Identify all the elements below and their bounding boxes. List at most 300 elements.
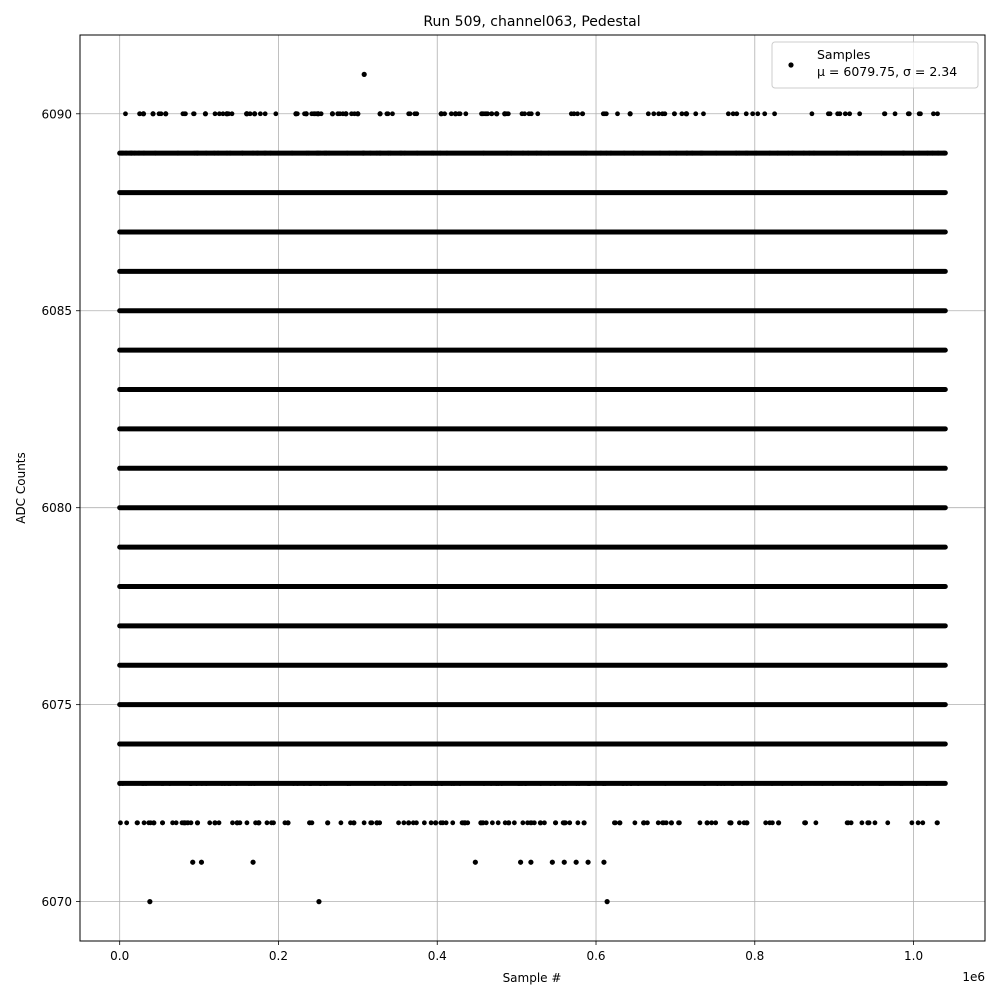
sample-point xyxy=(696,742,701,747)
sample-point xyxy=(701,111,706,116)
sample-point xyxy=(679,111,684,116)
sample-point xyxy=(896,742,901,747)
sample-point xyxy=(563,820,568,825)
sample-point xyxy=(345,151,350,156)
sample-point xyxy=(526,151,531,156)
sample-point xyxy=(459,742,464,747)
sample-point xyxy=(330,111,335,116)
x-tick-label: 1.0 xyxy=(904,949,924,963)
sample-point xyxy=(567,820,572,825)
sample-point xyxy=(915,742,920,747)
sample-point xyxy=(225,151,230,156)
sample-point xyxy=(137,151,142,156)
sample-point xyxy=(920,820,925,825)
sample-point xyxy=(835,151,840,156)
sample-point xyxy=(835,111,840,116)
sample-point xyxy=(429,781,434,786)
sample-point xyxy=(856,781,861,786)
sample-point xyxy=(302,781,307,786)
sample-point xyxy=(820,781,825,786)
sample-point xyxy=(489,111,494,116)
sample-point xyxy=(496,820,501,825)
sample-point xyxy=(164,742,169,747)
sample-point xyxy=(161,781,166,786)
sample-point xyxy=(538,781,543,786)
sample-point xyxy=(269,820,274,825)
sample-point xyxy=(497,742,502,747)
sample-point xyxy=(247,781,252,786)
sample-point xyxy=(473,860,478,865)
sample-point xyxy=(532,820,537,825)
sample-point xyxy=(562,860,567,865)
sample-point xyxy=(412,742,417,747)
sample-point xyxy=(239,742,244,747)
sample-point xyxy=(750,742,755,747)
sample-point xyxy=(203,742,208,747)
sample-point xyxy=(366,742,371,747)
sample-point xyxy=(624,781,629,786)
sample-point xyxy=(489,781,494,786)
sample-point xyxy=(435,781,440,786)
sample-point xyxy=(388,742,393,747)
sample-point xyxy=(893,111,898,116)
sample-point xyxy=(542,820,547,825)
sample-point xyxy=(120,781,125,786)
sample-point xyxy=(667,151,672,156)
sample-point xyxy=(210,742,215,747)
sample-point xyxy=(924,781,929,786)
sample-point xyxy=(715,781,720,786)
y-axis-label: ADC Counts xyxy=(14,452,28,524)
sample-point xyxy=(898,781,903,786)
sample-point xyxy=(535,111,540,116)
legend-annotation: μ = 6079.75, σ = 2.34 xyxy=(817,64,958,79)
sample-point xyxy=(316,899,321,904)
sample-point xyxy=(917,151,922,156)
sample-point xyxy=(384,111,389,116)
sample-point xyxy=(258,742,263,747)
sample-point xyxy=(401,820,406,825)
sample-point xyxy=(406,111,411,116)
sample-point xyxy=(546,151,551,156)
sample-point xyxy=(831,781,836,786)
sample-point xyxy=(853,742,858,747)
sample-point xyxy=(902,151,907,156)
sample-point xyxy=(129,151,134,156)
sample-point xyxy=(390,111,395,116)
sample-point xyxy=(734,151,739,156)
sample-point xyxy=(325,820,330,825)
sample-point xyxy=(792,742,797,747)
sample-point xyxy=(458,111,463,116)
sample-point xyxy=(539,151,544,156)
sample-point xyxy=(147,899,152,904)
sample-point xyxy=(575,111,580,116)
sample-point xyxy=(883,111,888,116)
sample-point xyxy=(925,151,930,156)
sample-point xyxy=(818,742,823,747)
sample-point xyxy=(196,151,201,156)
sample-point xyxy=(750,111,755,116)
sample-point xyxy=(544,742,549,747)
sample-point xyxy=(617,820,622,825)
sample-point xyxy=(685,151,690,156)
sample-point xyxy=(429,820,434,825)
sample-point xyxy=(728,820,733,825)
sample-point xyxy=(698,151,703,156)
sample-point xyxy=(629,781,634,786)
sample-point xyxy=(631,151,636,156)
sample-point xyxy=(935,820,940,825)
sample-point xyxy=(911,781,916,786)
sample-point xyxy=(577,781,582,786)
sample-point xyxy=(867,820,872,825)
sample-point xyxy=(780,781,785,786)
sample-point xyxy=(349,111,354,116)
sample-point xyxy=(843,111,848,116)
sample-point xyxy=(124,151,129,156)
sample-point xyxy=(240,151,245,156)
x-axis-label: Sample # xyxy=(502,971,562,985)
sample-point xyxy=(931,111,936,116)
sample-point xyxy=(150,111,155,116)
sample-point xyxy=(917,111,922,116)
sample-point xyxy=(117,742,122,747)
sample-point xyxy=(406,820,411,825)
sample-point xyxy=(553,742,558,747)
sample-point xyxy=(605,899,610,904)
sample-point xyxy=(810,111,815,116)
x-tick-label: 0.0 xyxy=(110,949,130,963)
sample-point xyxy=(398,151,403,156)
sample-point xyxy=(726,111,731,116)
sample-point xyxy=(812,742,817,747)
sample-point xyxy=(204,151,209,156)
sample-point xyxy=(283,820,288,825)
sample-point xyxy=(646,111,651,116)
sample-point xyxy=(609,742,614,747)
sample-point xyxy=(484,820,489,825)
sample-point xyxy=(575,820,580,825)
sample-point xyxy=(742,820,747,825)
sample-point xyxy=(799,781,804,786)
sample-point xyxy=(273,111,278,116)
sample-point xyxy=(290,151,295,156)
sample-point xyxy=(672,111,677,116)
sample-point xyxy=(163,111,168,116)
sample-point xyxy=(851,781,856,786)
sample-point xyxy=(394,781,399,786)
y-tick-label: 6085 xyxy=(41,304,72,319)
sample-point xyxy=(939,742,944,747)
sample-point xyxy=(207,820,212,825)
sample-point xyxy=(217,820,222,825)
sample-point xyxy=(716,742,721,747)
sample-point xyxy=(137,111,142,116)
sample-point xyxy=(669,820,674,825)
sample-point xyxy=(801,151,806,156)
sample-point xyxy=(512,820,517,825)
sample-point xyxy=(582,820,587,825)
sample-point xyxy=(167,781,172,786)
sample-point xyxy=(622,151,627,156)
sample-point xyxy=(234,781,239,786)
sample-point xyxy=(306,742,311,747)
sample-point xyxy=(193,742,198,747)
sample-point xyxy=(368,151,373,156)
sample-point xyxy=(263,151,268,156)
sample-point xyxy=(705,820,710,825)
sample-point xyxy=(865,742,870,747)
sample-point xyxy=(186,742,191,747)
sample-point xyxy=(482,781,487,786)
sample-point xyxy=(628,111,633,116)
sample-point xyxy=(402,742,407,747)
sample-point xyxy=(320,742,325,747)
sample-point xyxy=(388,151,393,156)
sample-point xyxy=(199,860,204,865)
x-tick-label: 0.2 xyxy=(268,949,289,963)
sample-point xyxy=(846,820,851,825)
sample-point xyxy=(445,151,450,156)
sample-point xyxy=(256,820,261,825)
sample-point xyxy=(402,151,407,156)
sample-point xyxy=(548,781,553,786)
sample-point xyxy=(855,151,860,156)
sample-point xyxy=(612,820,617,825)
sample-point xyxy=(763,820,768,825)
sample-point xyxy=(580,111,585,116)
sample-point xyxy=(632,820,637,825)
sample-point xyxy=(362,72,367,77)
sample-point xyxy=(481,111,486,116)
sample-point xyxy=(767,151,772,156)
sample-point xyxy=(651,111,656,116)
sample-point xyxy=(433,820,438,825)
sample-point xyxy=(528,860,533,865)
sample-point xyxy=(263,111,268,116)
sample-point xyxy=(256,151,261,156)
sample-point xyxy=(245,820,250,825)
sample-point xyxy=(737,742,742,747)
sample-point xyxy=(220,781,225,786)
sample-point xyxy=(348,820,353,825)
sample-point xyxy=(569,111,574,116)
sample-point xyxy=(142,820,147,825)
sample-point xyxy=(195,820,200,825)
sample-point xyxy=(464,742,469,747)
sample-point xyxy=(230,820,235,825)
sample-point xyxy=(872,742,877,747)
sample-point xyxy=(813,820,818,825)
sample-point xyxy=(775,151,780,156)
sample-point xyxy=(180,820,185,825)
sample-point xyxy=(518,860,523,865)
sample-point xyxy=(414,111,419,116)
sample-point xyxy=(688,742,693,747)
x-tick-label: 0.6 xyxy=(586,949,606,963)
sample-point xyxy=(318,781,323,786)
sample-point xyxy=(911,742,916,747)
sample-point xyxy=(520,820,525,825)
sample-point xyxy=(745,151,750,156)
sample-point xyxy=(722,781,727,786)
sample-point xyxy=(471,742,476,747)
sample-point xyxy=(742,742,747,747)
sample-point xyxy=(362,820,367,825)
sample-point xyxy=(590,742,595,747)
sample-point xyxy=(439,781,444,786)
sample-point xyxy=(221,111,226,116)
sample-point xyxy=(142,151,147,156)
sample-point xyxy=(462,820,467,825)
sample-point xyxy=(213,111,218,116)
sample-point xyxy=(656,820,661,825)
y-tick-label: 6080 xyxy=(41,501,72,516)
sample-point xyxy=(713,820,718,825)
sample-point xyxy=(662,111,667,116)
sample-point xyxy=(434,742,439,747)
sample-point xyxy=(369,820,374,825)
sample-point xyxy=(734,111,739,116)
sample-point xyxy=(423,742,428,747)
sample-point xyxy=(238,820,243,825)
sample-point xyxy=(676,820,681,825)
sample-point xyxy=(839,742,844,747)
sample-point xyxy=(609,151,614,156)
sample-point xyxy=(776,820,781,825)
sample-point xyxy=(638,742,643,747)
sample-point xyxy=(886,742,891,747)
sample-point xyxy=(520,781,525,786)
sample-point xyxy=(604,151,609,156)
sample-point xyxy=(936,151,941,156)
sample-point xyxy=(382,781,387,786)
sample-point xyxy=(118,820,123,825)
sample-point xyxy=(909,820,914,825)
sample-point xyxy=(268,151,273,156)
sample-point xyxy=(146,820,151,825)
sample-point xyxy=(176,151,181,156)
sample-point xyxy=(361,151,366,156)
sample-point xyxy=(857,111,862,116)
sample-point xyxy=(458,781,463,786)
sample-point xyxy=(672,742,677,747)
sample-point xyxy=(846,151,851,156)
sample-point xyxy=(352,742,357,747)
sample-point xyxy=(212,151,217,156)
sample-point xyxy=(740,781,745,786)
sample-point xyxy=(414,820,419,825)
sample-point xyxy=(520,111,525,116)
sample-point xyxy=(377,111,382,116)
sample-point xyxy=(345,781,350,786)
sample-point xyxy=(680,742,685,747)
sample-point xyxy=(812,151,817,156)
sample-point xyxy=(487,742,492,747)
sample-point xyxy=(581,151,586,156)
y-tick-label: 6070 xyxy=(41,895,72,910)
sample-point xyxy=(313,111,318,116)
sample-point xyxy=(444,820,449,825)
sample-point xyxy=(258,111,263,116)
sample-point xyxy=(188,781,193,786)
sample-point xyxy=(408,781,413,786)
sample-point xyxy=(807,151,812,156)
sample-point xyxy=(684,111,689,116)
sample-point xyxy=(772,111,777,116)
sample-point xyxy=(141,781,146,786)
sample-point xyxy=(663,781,668,786)
sample-point xyxy=(585,860,590,865)
sample-point xyxy=(141,742,146,747)
sample-point xyxy=(183,111,188,116)
sample-point xyxy=(698,820,703,825)
sample-point xyxy=(496,781,501,786)
sample-point xyxy=(571,742,576,747)
sample-point xyxy=(803,820,808,825)
sample-point xyxy=(157,111,162,116)
sample-point xyxy=(377,151,382,156)
sample-point xyxy=(598,151,603,156)
sample-point xyxy=(754,151,759,156)
sample-point xyxy=(446,742,451,747)
sample-point xyxy=(339,820,344,825)
sample-point xyxy=(252,111,257,116)
sample-point xyxy=(860,820,865,825)
sample-point xyxy=(690,151,695,156)
sample-point xyxy=(693,111,698,116)
sample-point xyxy=(916,820,921,825)
sample-point xyxy=(194,781,199,786)
sample-point xyxy=(833,742,838,747)
sample-point xyxy=(324,151,329,156)
legend-label: Samples xyxy=(817,47,871,62)
sample-point xyxy=(528,742,533,747)
sample-point xyxy=(790,781,795,786)
sample-point xyxy=(674,151,679,156)
legend xyxy=(772,42,978,88)
sample-point xyxy=(199,781,204,786)
sample-point xyxy=(550,860,555,865)
sample-point xyxy=(295,781,300,786)
sample-point xyxy=(602,111,607,116)
sample-point xyxy=(885,820,890,825)
sample-point xyxy=(124,820,129,825)
x-tick-label: 0.8 xyxy=(745,949,765,963)
sample-point xyxy=(728,742,733,747)
sample-point xyxy=(615,111,620,116)
sample-point xyxy=(605,742,610,747)
sample-point xyxy=(642,820,647,825)
sample-point xyxy=(714,151,719,156)
sample-point xyxy=(770,742,775,747)
sample-point xyxy=(375,742,380,747)
sample-point xyxy=(295,111,300,116)
sample-point xyxy=(131,742,136,747)
sample-point xyxy=(430,151,435,156)
sample-point xyxy=(226,781,231,786)
sample-point xyxy=(942,151,947,156)
sample-point xyxy=(438,151,443,156)
sample-point xyxy=(901,742,906,747)
sample-point xyxy=(737,820,742,825)
sample-point xyxy=(731,781,736,786)
sample-point xyxy=(534,151,539,156)
sample-point xyxy=(186,820,191,825)
sample-point xyxy=(744,111,749,116)
legend-marker xyxy=(788,62,793,67)
